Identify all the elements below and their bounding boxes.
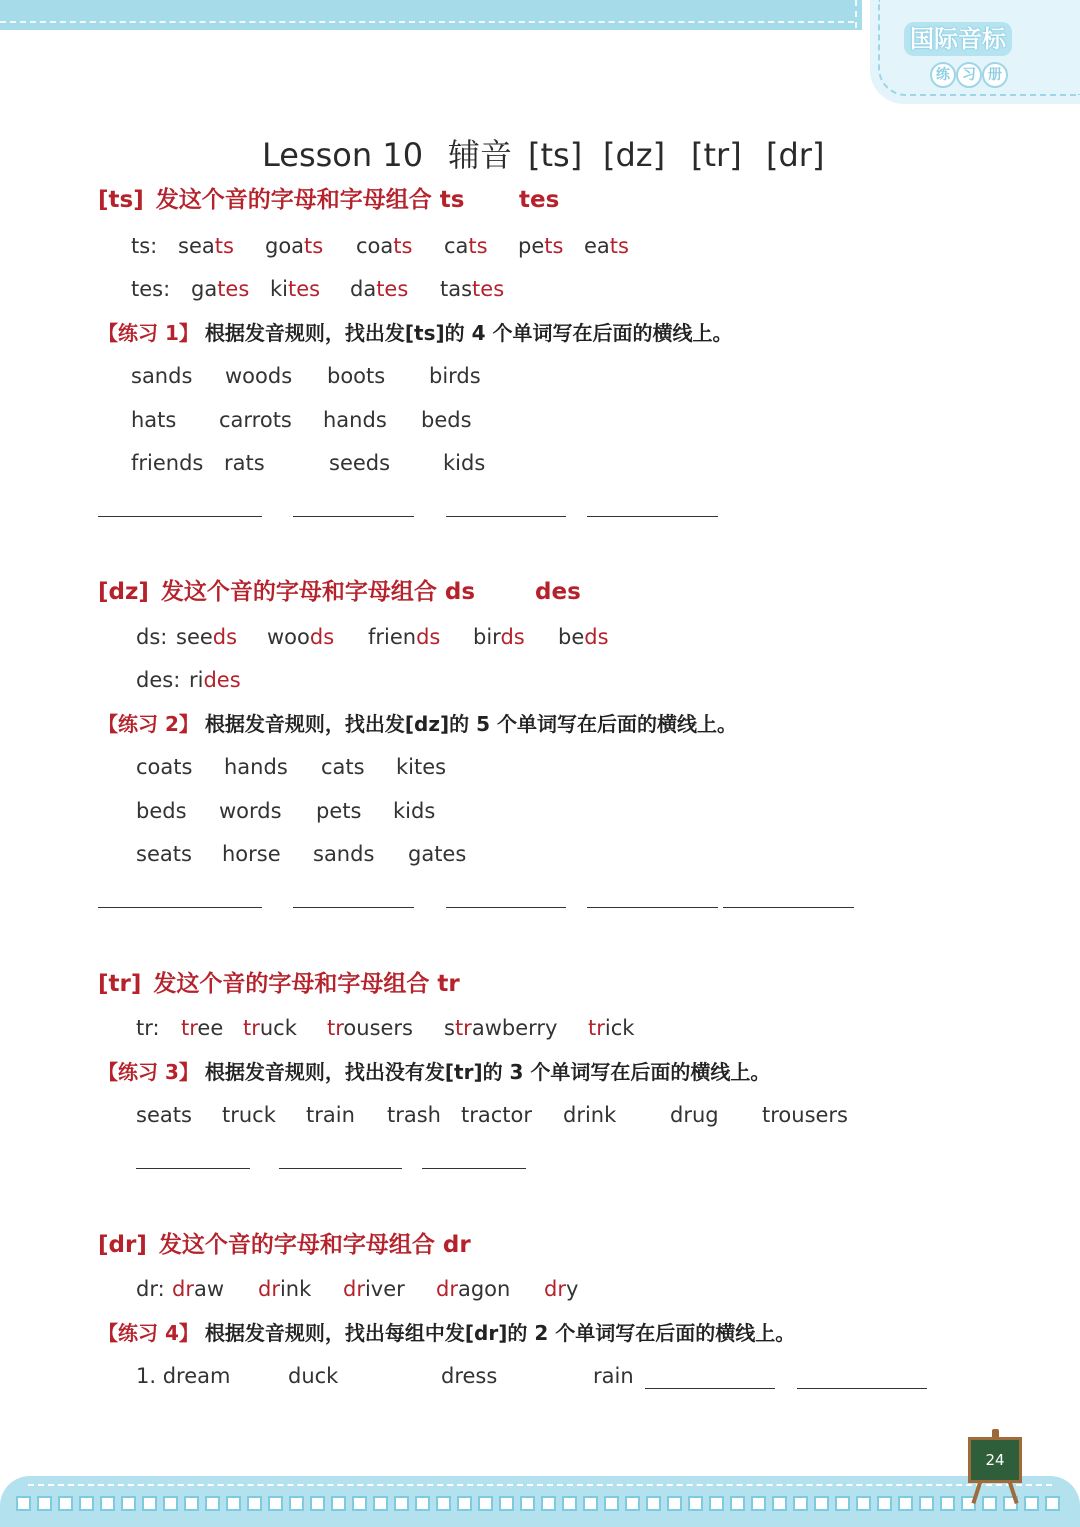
example-word <box>440 275 504 303</box>
word-highlight: ts <box>304 234 324 258</box>
word-base: goa <box>265 234 305 258</box>
word-choice: train <box>306 1103 355 1127</box>
word-base: see <box>176 625 213 649</box>
word-base: woo <box>267 625 310 649</box>
word-choice-row <box>0 1101 1080 1129</box>
word-choice: birds <box>429 364 481 388</box>
word-choice: duck <box>288 1364 339 1388</box>
word-base: bir <box>473 625 501 649</box>
example-line <box>0 275 1080 303</box>
word-choice: seeds <box>329 451 391 475</box>
bottom-band-dashed-line <box>28 1484 1052 1486</box>
example-label: ds: <box>136 625 168 649</box>
exercise-prompt <box>98 1319 795 1347</box>
ipa-symbol: [ts] <box>98 187 144 213</box>
lesson-topic: 辅音 <box>448 136 513 174</box>
example-word <box>444 232 488 260</box>
example-word <box>191 275 249 303</box>
word-choice-row <box>0 1362 1080 1390</box>
word-choice: sands <box>131 364 193 388</box>
word-base: tas <box>440 277 473 301</box>
top-band-dashed-line <box>0 21 854 23</box>
word-base: coa <box>356 234 394 258</box>
word-choice: trousers <box>762 1103 848 1127</box>
exercise-prompt <box>98 319 732 347</box>
exercise-label: 【练习 2】 <box>98 712 199 736</box>
example-line <box>0 232 1080 260</box>
exercise-label: 【练习 4】 <box>98 1321 199 1345</box>
word-choice-row <box>0 362 1080 390</box>
title-sound: [dr] <box>766 136 825 174</box>
word-highlight: dr <box>258 1277 280 1301</box>
word-choice-row <box>0 797 1080 825</box>
word-tail: iver <box>364 1277 405 1301</box>
exercise-prompt <box>98 710 737 738</box>
word-highlight: ts <box>609 234 629 258</box>
word-choice: woods <box>225 364 293 388</box>
word-choice: pets <box>316 799 362 823</box>
lesson-number: Lesson 10 <box>262 136 424 174</box>
word-base: ea <box>584 234 610 258</box>
answer-blank <box>422 1168 526 1169</box>
word-highlight: ts <box>544 234 564 258</box>
word-highlight: dr <box>436 1277 458 1301</box>
word-highlight: ts <box>468 234 488 258</box>
top-band-dashed-edge <box>855 0 857 28</box>
badge-subtitle-char: 习 <box>956 62 982 88</box>
word-highlight: tr <box>327 1016 344 1040</box>
title-sound: [ts] <box>528 136 583 174</box>
example-label: des: <box>136 668 181 692</box>
word-highlight: tr <box>243 1016 260 1040</box>
word-base: s <box>444 1016 455 1040</box>
word-choice: cats <box>321 755 365 779</box>
ipa-symbol: [tr] <box>98 971 142 997</box>
word-tail: ee <box>197 1016 224 1040</box>
word-highlight: tes <box>217 277 250 301</box>
example-word <box>436 1275 510 1303</box>
top-decorative-band <box>0 0 862 30</box>
word-tail: uck <box>259 1016 297 1040</box>
word-tail: agon <box>457 1277 511 1301</box>
example-label: tes: <box>131 277 171 301</box>
word-highlight: ds <box>584 625 609 649</box>
example-word <box>588 1014 634 1042</box>
example-word <box>558 623 609 651</box>
word-choice: words <box>219 799 282 823</box>
word-choice: hats <box>131 408 177 432</box>
heading-text: 发这个音的字母和字母组合 ts <box>155 187 465 213</box>
example-label: ts: <box>131 234 158 258</box>
example-word <box>544 1275 578 1303</box>
word-highlight: des <box>203 668 241 692</box>
word-choice: carrots <box>219 408 292 432</box>
example-word <box>178 232 234 260</box>
title-sound: [tr] <box>691 136 742 174</box>
word-tail: aw <box>193 1277 225 1301</box>
word-highlight: ds <box>416 625 441 649</box>
heading-extra-spelling: tes <box>519 187 560 213</box>
word-choice: 1. dream <box>136 1364 231 1388</box>
exercise-text: 根据发音规则，找出发[dz]的 5 个单词写在后面的横线上。 <box>204 712 737 736</box>
word-highlight: ds <box>212 625 238 649</box>
example-word <box>172 1275 224 1303</box>
word-highlight: tr <box>181 1016 198 1040</box>
word-base: ca <box>444 234 469 258</box>
example-word <box>267 623 334 651</box>
example-word <box>518 232 563 260</box>
heading-text: 发这个音的字母和字母组合 dr <box>158 1232 471 1258</box>
example-line <box>0 1014 1080 1042</box>
exercise-label: 【练习 3】 <box>98 1060 199 1084</box>
answer-blank <box>279 1168 402 1169</box>
exercise-prompt <box>98 1058 770 1086</box>
word-choice: boots <box>327 364 386 388</box>
ipa-symbol: [dr] <box>98 1232 147 1258</box>
example-line <box>0 666 1080 694</box>
bottom-square-pattern-fill <box>16 1498 1064 1509</box>
word-tail: ick <box>604 1016 635 1040</box>
page-number-chalkboard <box>968 1437 1022 1483</box>
word-choice: drug <box>670 1103 719 1127</box>
example-label: tr: <box>136 1016 160 1040</box>
word-base: ga <box>191 277 218 301</box>
word-choice-row <box>0 449 1080 477</box>
word-highlight: tes <box>288 277 321 301</box>
word-base: ri <box>189 668 204 692</box>
word-choice: gates <box>408 842 467 866</box>
word-choice: seats <box>136 842 192 866</box>
answer-blank <box>446 907 566 908</box>
example-word <box>368 623 440 651</box>
heading-text: 发这个音的字母和字母组合 tr <box>153 971 460 997</box>
word-choice-row <box>0 406 1080 434</box>
word-choice: tractor <box>461 1103 532 1127</box>
word-highlight: tr <box>454 1016 472 1040</box>
word-choice-row <box>0 753 1080 781</box>
example-line <box>0 623 1080 651</box>
word-highlight: tes <box>376 277 409 301</box>
answer-blank <box>645 1388 775 1389</box>
word-base: ki <box>270 277 288 301</box>
word-highlight: dr <box>544 1277 566 1301</box>
example-word <box>189 666 241 694</box>
answer-blank <box>293 907 414 908</box>
example-word <box>356 232 412 260</box>
word-highlight: ts <box>393 234 413 258</box>
word-choice: coats <box>136 755 193 779</box>
word-choice: horse <box>222 842 281 866</box>
word-tail: awberry <box>471 1016 558 1040</box>
word-choice: hands <box>323 408 387 432</box>
heading-extra-spelling: des <box>535 579 581 605</box>
answer-blank <box>587 516 718 517</box>
word-highlight: tes <box>472 277 505 301</box>
word-choice: beds <box>421 408 472 432</box>
example-line <box>0 1275 1080 1303</box>
ipa-symbol: [dz] <box>98 579 149 605</box>
book-badge <box>870 0 1080 104</box>
example-word <box>265 232 323 260</box>
section-heading <box>98 185 464 215</box>
exercise-text: 根据发音规则，找出发[ts]的 4 个单词写在后面的横线上。 <box>204 321 733 345</box>
page-number: 24 <box>985 1451 1005 1469</box>
answer-blank <box>98 516 262 517</box>
word-highlight: dr <box>343 1277 365 1301</box>
answer-blank <box>136 1168 250 1169</box>
word-choice: seats <box>136 1103 192 1127</box>
word-choice: kites <box>396 755 447 779</box>
badge-title: 国际音标 <box>904 22 1012 56</box>
example-word <box>327 1014 413 1042</box>
example-word <box>270 275 320 303</box>
example-word <box>350 275 408 303</box>
example-word <box>473 623 525 651</box>
word-base: pe <box>518 234 545 258</box>
word-tail: y <box>565 1277 579 1301</box>
word-choice: dress <box>441 1364 498 1388</box>
word-choice-row <box>0 840 1080 868</box>
example-word <box>343 1275 405 1303</box>
word-choice: drink <box>563 1103 617 1127</box>
section-heading <box>98 969 460 999</box>
word-choice: truck <box>222 1103 276 1127</box>
word-choice: kids <box>393 799 436 823</box>
word-choice: hands <box>224 755 288 779</box>
example-word <box>181 1014 223 1042</box>
answer-blank <box>446 516 566 517</box>
example-word <box>243 1014 297 1042</box>
word-highlight: ds <box>309 625 335 649</box>
word-choice: rain <box>593 1364 634 1388</box>
section-heading <box>98 577 475 607</box>
word-tail: ink <box>279 1277 312 1301</box>
exercise-text: 根据发音规则，找出没有发[tr]的 3 个单词写在后面的横线上。 <box>204 1060 771 1084</box>
word-base: da <box>350 277 377 301</box>
example-word <box>584 232 629 260</box>
word-highlight: dr <box>172 1277 194 1301</box>
answer-blank <box>293 516 414 517</box>
word-base: frien <box>368 625 417 649</box>
title-sound: [dz] <box>603 136 666 174</box>
example-word <box>444 1014 557 1042</box>
badge-subtitle-char: 册 <box>982 62 1008 88</box>
badge-subtitle-char: 练 <box>930 62 956 88</box>
answer-blank <box>587 907 718 908</box>
word-choice: sands <box>313 842 375 866</box>
word-highlight: ds <box>500 625 525 649</box>
example-label: dr: <box>136 1277 165 1301</box>
word-tail: ousers <box>343 1016 413 1040</box>
word-choice: friends <box>131 451 204 475</box>
exercise-label: 【练习 1】 <box>98 321 199 345</box>
word-choice: rats <box>224 451 265 475</box>
answer-blank <box>98 907 262 908</box>
word-choice: beds <box>136 799 187 823</box>
word-highlight: tr <box>588 1016 605 1040</box>
example-word <box>176 623 237 651</box>
section-heading <box>98 1230 471 1260</box>
word-choice: kids <box>443 451 486 475</box>
heading-text: 发这个音的字母和字母组合 ds <box>160 579 476 605</box>
answer-blank <box>723 907 854 908</box>
word-base: be <box>558 625 585 649</box>
example-word <box>258 1275 311 1303</box>
word-highlight: ts <box>214 234 234 258</box>
word-base: sea <box>178 234 215 258</box>
word-choice: trash <box>387 1103 441 1127</box>
exercise-text: 根据发音规则，找出每组中发[dr]的 2 个单词写在后面的横线上。 <box>204 1321 796 1345</box>
answer-blank <box>797 1388 927 1389</box>
